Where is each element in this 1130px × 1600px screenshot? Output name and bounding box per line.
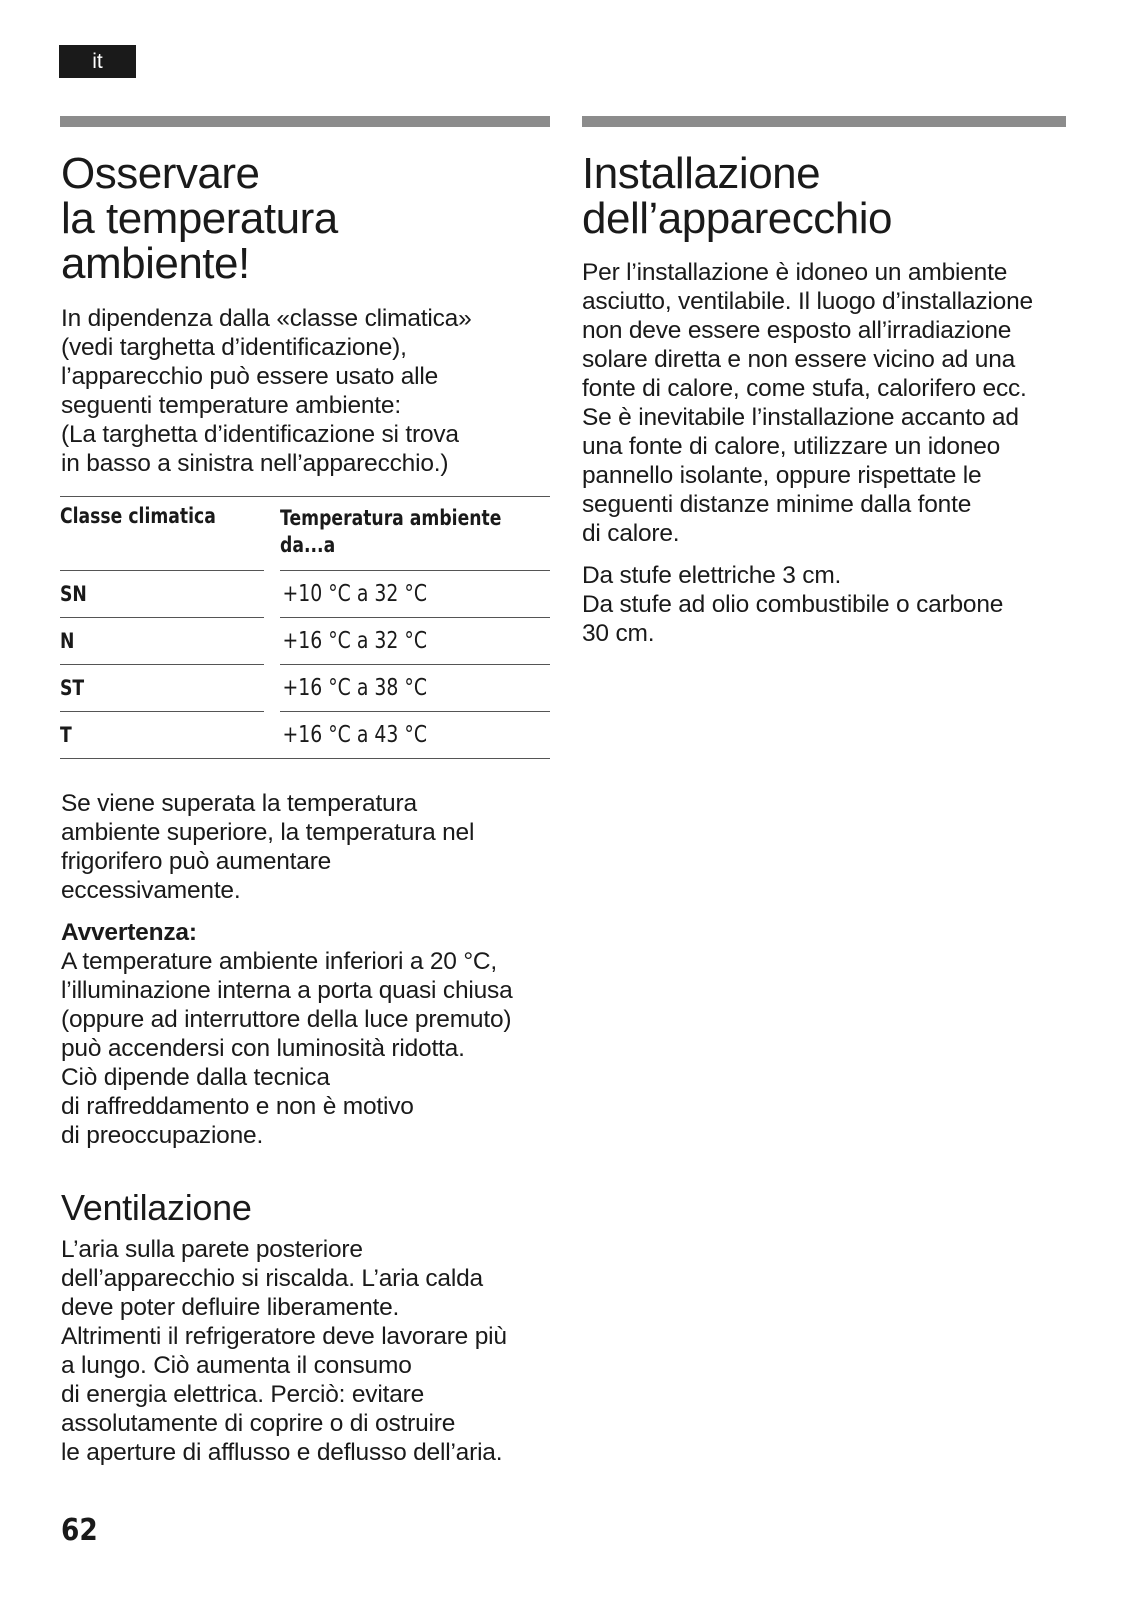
installation-paragraph: Per l’installazione è idoneo un ambiente asciutto, ventilabile. Il luogo d’installazione non deve essere esposto all’irradiazione solare diretta e non essere vicino ad una fonte di calore, come stufa, calorifero ecc. Se è inevitabile l’installazione accanto ad una fonte di calore, utilizzare un idoneo pannello isolante, oppure rispettate le seguenti distanze minime dalla fonte di calore.: [582, 259, 1033, 547]
section-rule: [60, 116, 550, 127]
table-row: N +16 °C a 32 °C: [60, 618, 550, 665]
note-heading: Avvertenza:: [61, 919, 197, 946]
language-badge: it: [59, 45, 136, 78]
intro-paragraph: In dipendenza dalla «classe climatica» (vedi targhetta d’identificazione), l’apparecchio può essere usato alle seguenti temperature ambiente: (La targhetta d’identificazione si trova in basso a sinistra nell’apparecchio.): [61, 305, 472, 477]
right-column: [582, 116, 1072, 648]
climate-class-table: [60, 496, 550, 759]
table-header-class: Classe climatica: [60, 497, 264, 571]
ventilation-heading: Ventilazione: [61, 1187, 252, 1228]
table-header-range: Temperatura ambiente da...a: [280, 497, 550, 571]
ventilation-paragraph: L’aria sulla parete posteriore dell’apparecchio si riscalda. L’aria calda deve poter defluire liberamente. Altrimenti il refrigeratore deve lavorare più a lungo. Ciò aumenta il consumo di energia elettrica. Perciò: evitare assolutamente di coprire o di ostruire le aperture di afflusso e deflusso dell’aria.: [61, 1236, 507, 1466]
distance-paragraph: Da stufe elettriche 3 cm. Da stufe ad olio combustibile o carbone 30 cm.: [582, 562, 1004, 647]
table-row: ST +16 °C a 38 °C: [60, 665, 550, 712]
table-row: SN +10 °C a 32 °C: [60, 571, 550, 618]
table-row: T +16 °C a 43 °C: [60, 712, 550, 759]
note-block: Avvertenza: A temperature ambiente inferiori a 20 °C, l’illuminazione interna a porta quasi chiusa (oppure ad interruttore della luce premuto) può accendersi con luminosità ridotta. Ciò dipende dalla tecnica di raffreddamento e non è motivo di preoccupazione.: [61, 918, 549, 1150]
exceed-paragraph: Se viene superata la temperatura ambiente superiore, la temperatura nel frigorifero può aumentare eccessivamente.: [61, 790, 475, 904]
page-number: 62: [61, 1513, 98, 1548]
section-rule: [582, 116, 1066, 127]
installation-title: Installazione dell’apparecchio: [582, 149, 892, 243]
left-column: [61, 116, 549, 1467]
ambient-temperature-title: Osservare la temperatura ambiente!: [61, 149, 338, 288]
